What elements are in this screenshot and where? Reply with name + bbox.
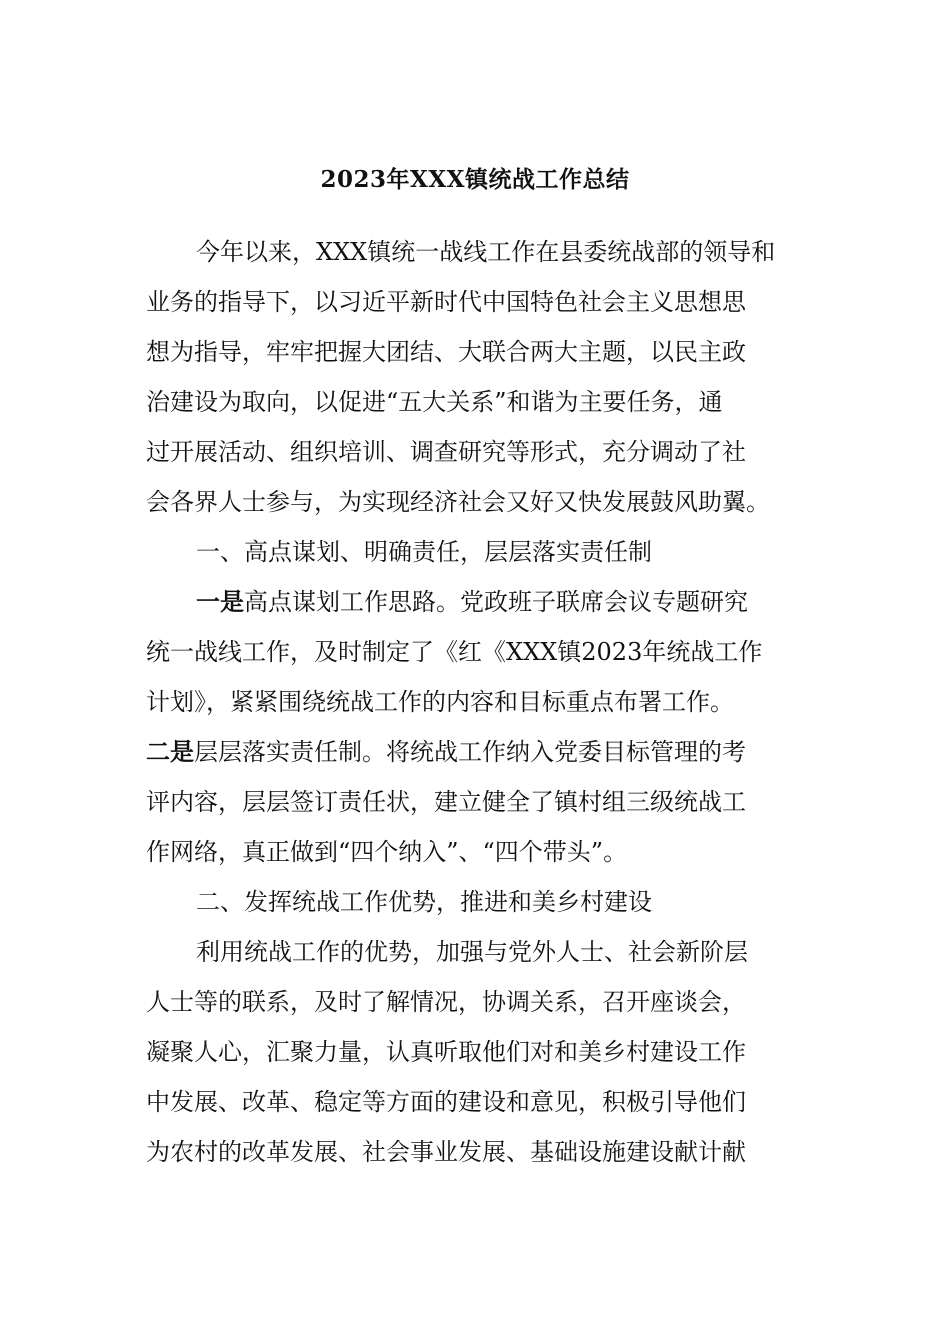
paragraph-line: 过开展活动、组织培训、调查研究等形式，充分调动了社 [146, 438, 746, 466]
paragraph-line: 计划》，紧紧围绕统战工作的内容和目标重点布署工作。 [146, 688, 734, 716]
paragraph-line: 业务的指导下，以习近平新时代中国特色社会主义思想思 [146, 288, 746, 316]
paragraph-line: 今年以来，XXX镇统一战线工作在县委统战部的领导和 [196, 238, 776, 266]
paragraph-line: 人士等的联系，及时了解情况，协调关系，召开座谈会， [146, 988, 746, 1016]
item-label: 一是 [196, 587, 244, 616]
paragraph-line: 治建设为取向，以促进“五大关系”和谐为主要任务，通 [146, 388, 723, 416]
paragraph-line: 利用统战工作的优势，加强与党外人士、社会新阶层 [196, 938, 748, 966]
section-heading-1: 一、高点谋划、明确责任，层层落实责任制 [196, 538, 652, 566]
paragraph-line: 统一战线工作，及时制定了《红《XXX镇2023年统战工作 [146, 638, 763, 666]
paragraph-line: 评内容，层层签订责任状，建立健全了镇村组三级统战工 [146, 788, 746, 816]
paragraph-line: 会各界人士参与，为实现经济社会又好又快发展鼓风助翼。 [146, 488, 770, 516]
paragraph-line [146, 732, 746, 772]
paragraph-line: 想为指导，牢牢把握大团结、大联合两大主题，以民主政 [146, 338, 746, 366]
item-text: 高点谋划工作思路。党政班子联席会议专题研究 [244, 588, 748, 616]
paragraph-line: 凝聚人心，汇聚力量，认真听取他们对和美乡村建设工作 [146, 1038, 746, 1066]
section-heading-2: 二、发挥统战工作优势，推进和美乡村建设 [196, 888, 652, 916]
paragraph-line [196, 582, 748, 622]
paragraph-line: 中发展、改革、稳定等方面的建设和意见，积极引导他们 [146, 1088, 746, 1116]
paragraph-line: 作网络，真正做到“四个纳入”、“四个带头”。 [146, 838, 628, 866]
item-label: 二是 [146, 737, 194, 766]
item-text: 层层落实责任制。将统战工作纳入党委目标管理的考 [194, 738, 746, 766]
document-title: 2023年XXX镇统战工作总结 [320, 166, 630, 193]
paragraph-line: 为农村的改革发展、社会事业发展、基础设施建设献计献 [146, 1138, 746, 1166]
